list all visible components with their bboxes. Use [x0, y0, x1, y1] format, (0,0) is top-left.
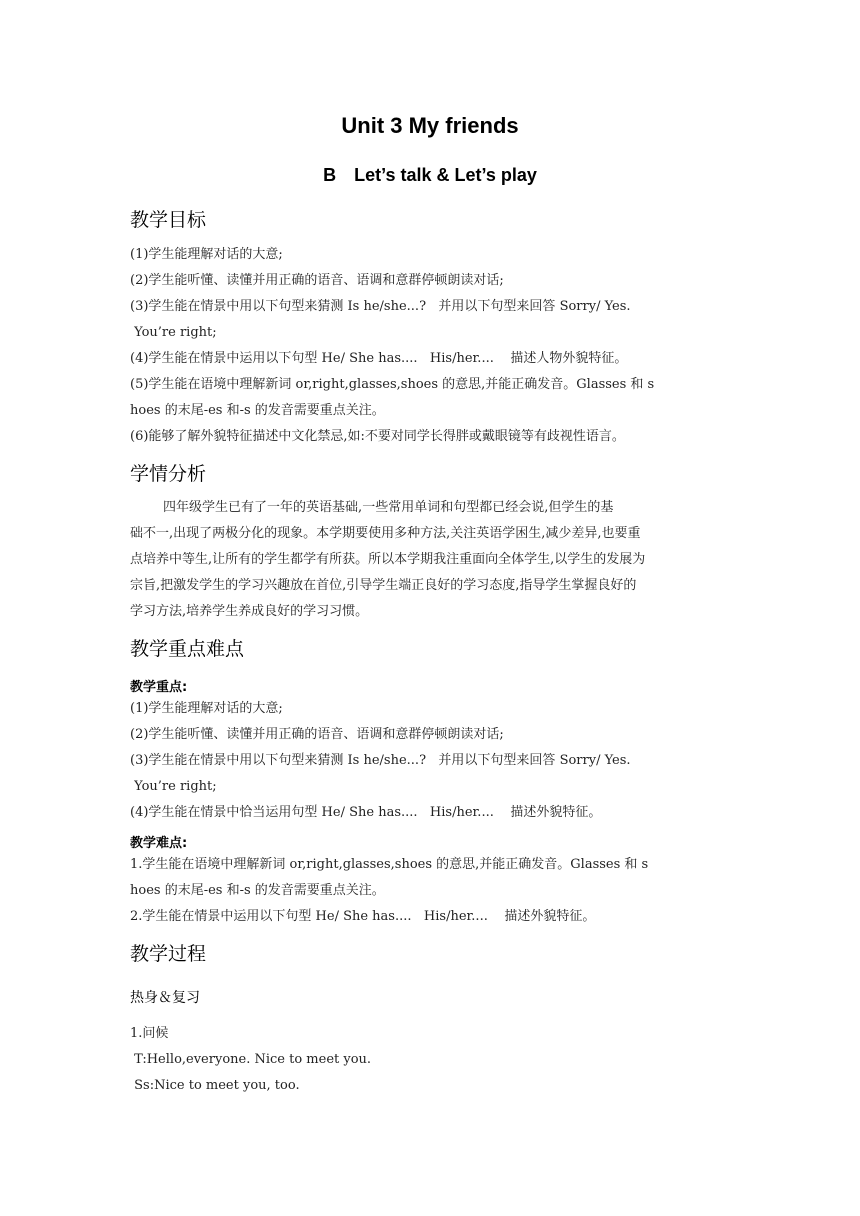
document-subtitle: B Let’s talk & Let’s play	[323, 165, 537, 185]
focus-line: (4)学生能在情景中恰当运用句型 He/ She has.... His/her.... 描述外貌特征。	[130, 805, 602, 820]
objectives-line: You’re right;	[130, 325, 217, 340]
focus-line: You’re right;	[130, 779, 217, 794]
process-line: Ss:Nice to meet you, too.	[130, 1078, 300, 1093]
key-points-heading: 教学重点难点	[130, 638, 245, 660]
focus-label: 教学重点:	[130, 680, 188, 695]
objectives-line: hoes 的末尾-es 和-s 的发音需要重点关注。	[130, 403, 385, 418]
warmup-label: 热身＆复习	[130, 990, 200, 1006]
process-line: T:Hello,everyone. Nice to meet you.	[130, 1052, 372, 1067]
objectives-line: (5)学生能在语境中理解新词 or,right,glasses,shoes 的意思,并能正确发音。Glasses 和 s	[130, 377, 655, 392]
objectives-line: (2)学生能听懂、读懂并用正确的语音、语调和意群停顿朗读对话;	[130, 273, 504, 288]
analysis-line: 学习方法,培养学生养成良好的学习习惯。	[130, 604, 369, 619]
analysis-line: 宗旨,把激发学生的学习兴趣放在首位,引导学生端正良好的学习态度,指导学生掌握良好的	[130, 578, 637, 593]
focus-line: (3)学生能在情景中用以下句型来猜测 Is he/she...? 并用以下句型来回答 Sorry/ Yes.	[130, 753, 631, 768]
difficulty-line: hoes 的末尾-es 和-s 的发音需要重点关注。	[130, 883, 385, 898]
focus-line: (1)学生能理解对话的大意;	[130, 701, 283, 716]
process-heading: 教学过程	[130, 943, 207, 965]
objectives-heading: 教学目标	[130, 209, 207, 231]
difficulty-line: 1.学生能在语境中理解新词 or,right,glasses,shoes 的意思,并能正确发音。Glasses 和 s	[130, 857, 649, 872]
analysis-line: 点培养中等生,让所有的学生都学有所获。所以本学期我注重面向全体学生,以学生的发展为	[130, 552, 646, 567]
difficulty-line: 2.学生能在情景中运用以下句型 He/ She has.... His/her.... 描述外貌特征。	[130, 909, 596, 924]
process-line: 1.问候	[130, 1026, 169, 1041]
focus-line: (2)学生能听懂、读懂并用正确的语音、语调和意群停顿朗读对话;	[130, 727, 504, 742]
objectives-line: (1)学生能理解对话的大意;	[130, 247, 283, 262]
difficulty-label: 教学难点:	[130, 836, 188, 851]
analysis-line: 四年级学生已有了一年的英语基础,一些常用单词和句型都已经会说,但学生的基	[130, 500, 614, 515]
objectives-line: (4)学生能在情景中运用以下句型 He/ She has.... His/her.... 描述人物外貌特征。	[130, 351, 628, 366]
document-title: Unit 3 My friends	[341, 113, 519, 138]
objectives-line: (6)能够了解外貌特征描述中文化禁忌,如:不要对同学长得胖或戴眼镜等有歧视性语言。	[130, 429, 625, 444]
objectives-line: (3)学生能在情景中用以下句型来猜测 Is he/she...? 并用以下句型来回答 Sorry/ Yes.	[130, 299, 631, 314]
analysis-heading: 学情分析	[130, 463, 207, 485]
analysis-line: 础不一,出现了两极分化的现象。本学期要使用多种方法,关注英语学困生,减少差异,也要重	[130, 526, 641, 541]
